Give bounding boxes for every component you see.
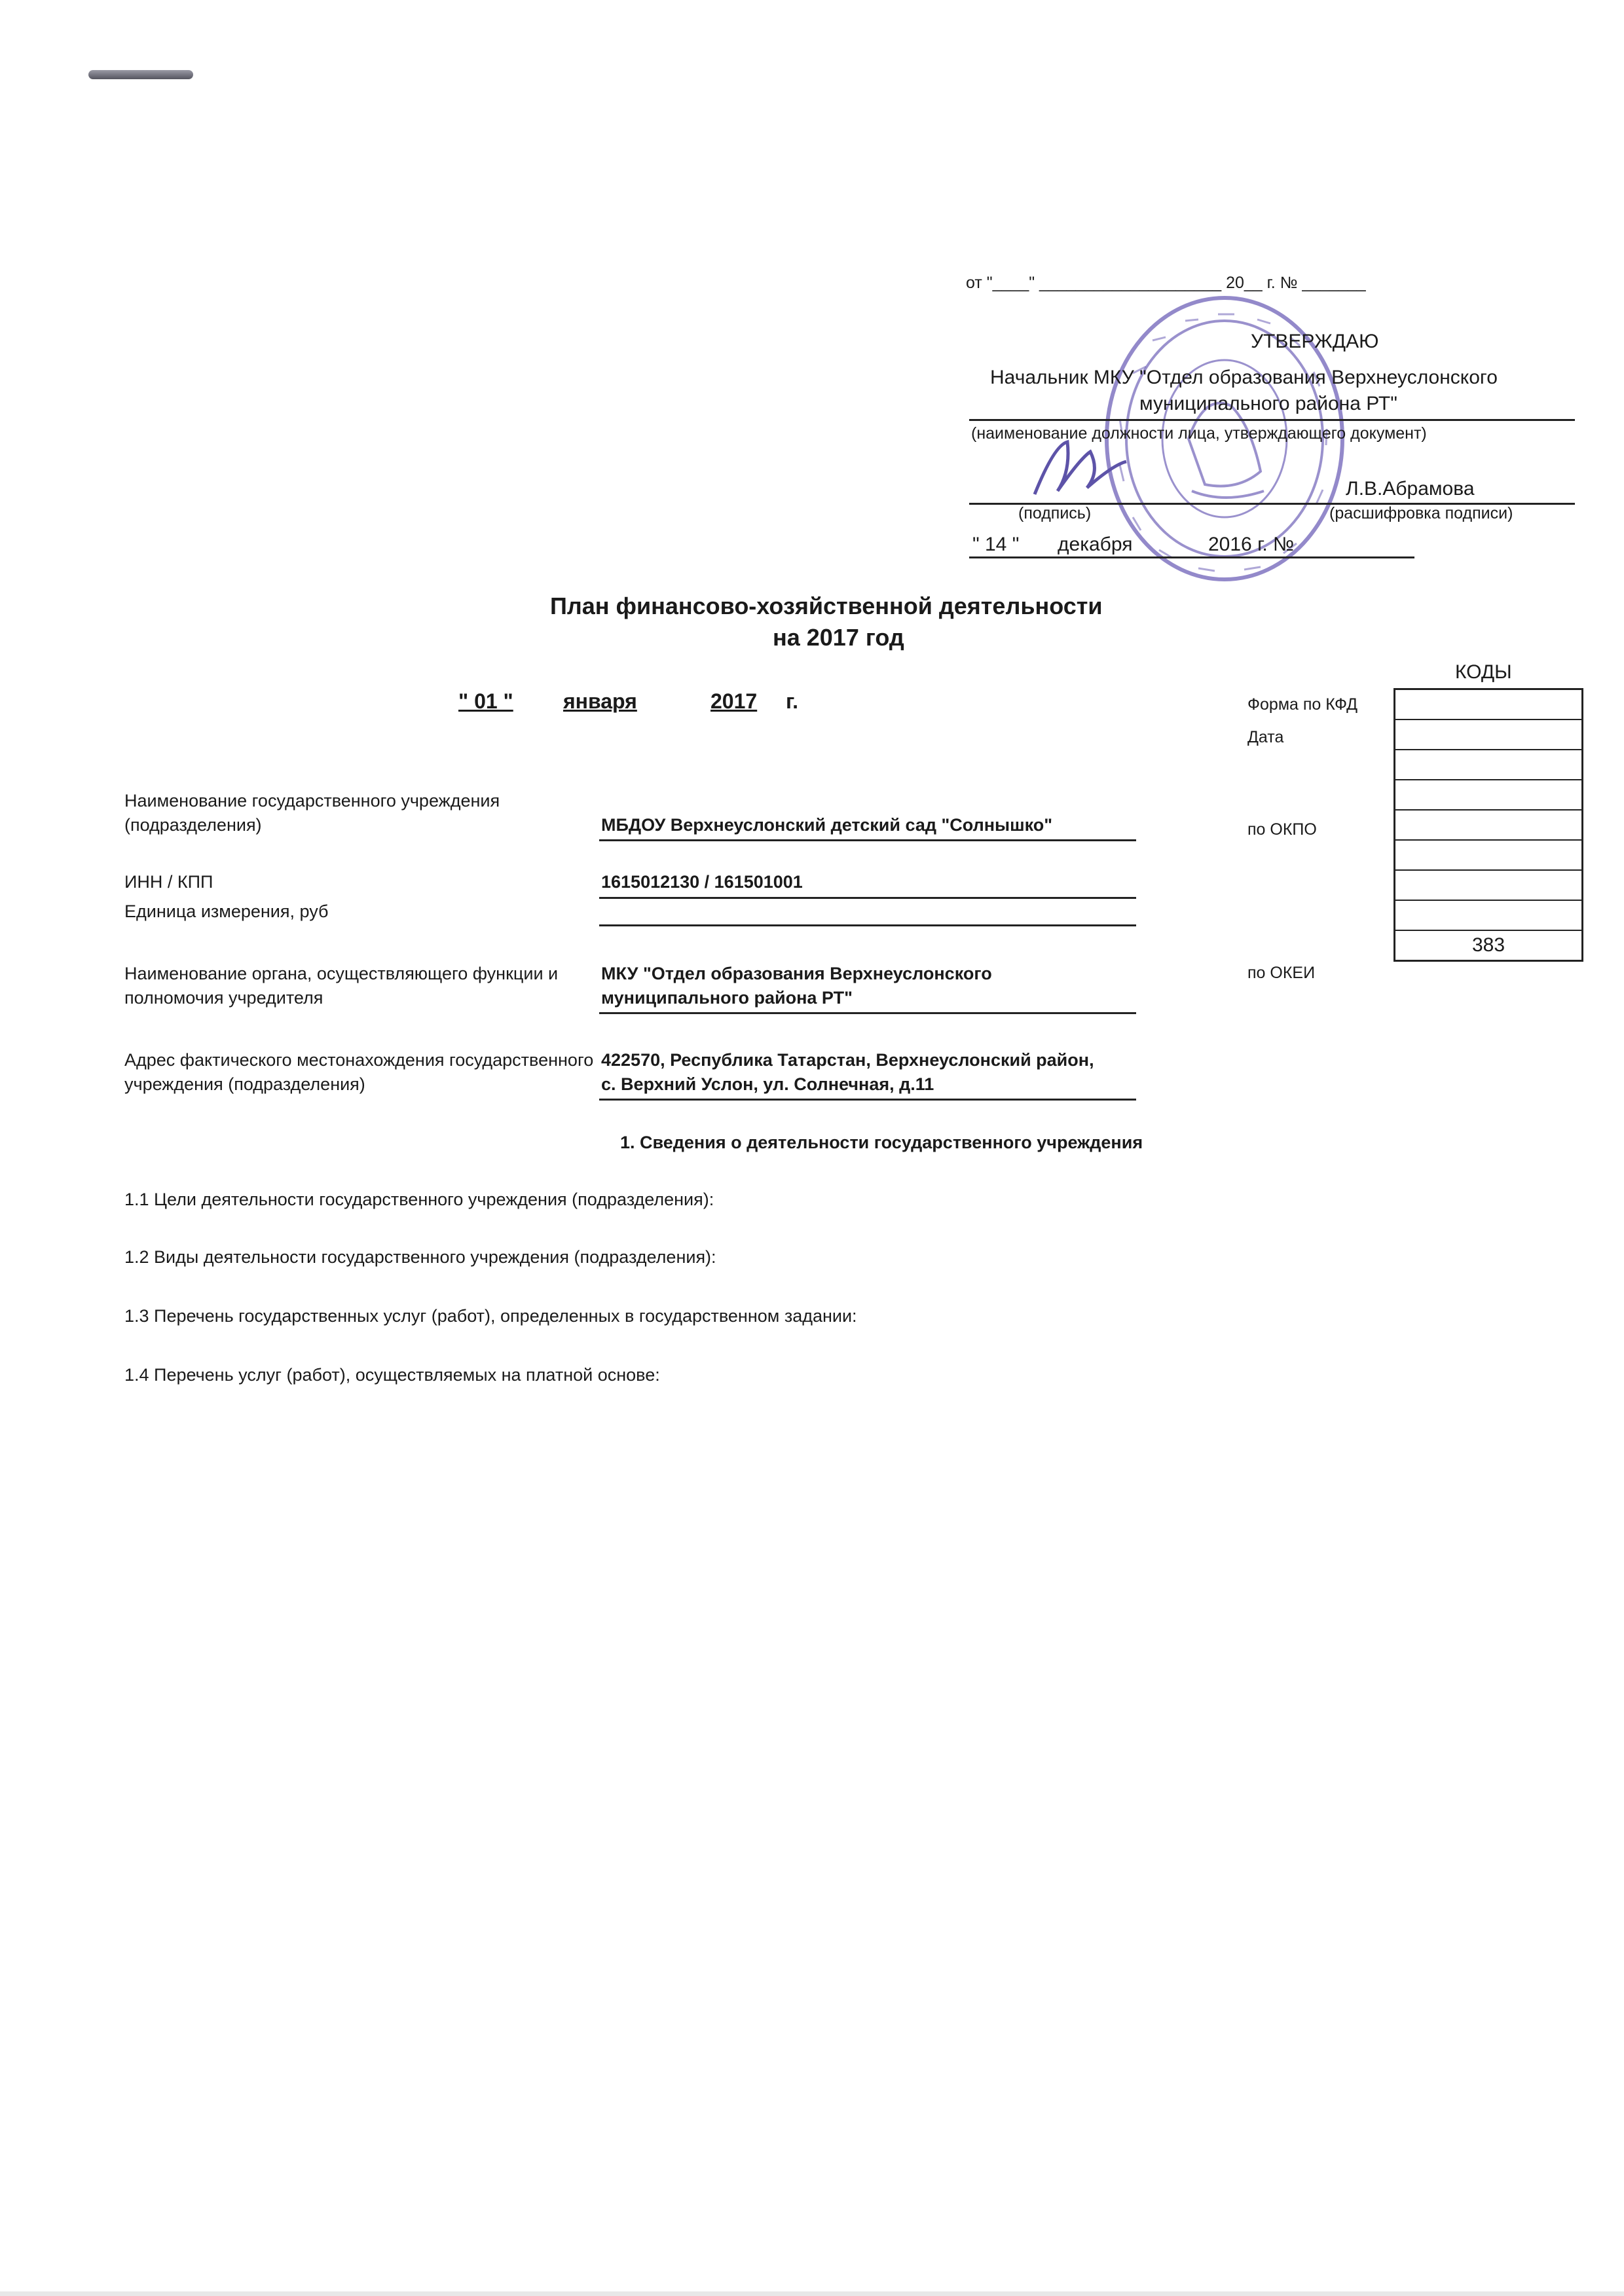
staple-mark <box>88 70 193 79</box>
decoding-caption: (расшифровка подписи) <box>1329 504 1513 522</box>
section1-heading: 1. Сведения о деятельности государственного учреждения <box>620 1133 1143 1152</box>
signer-name: Л.В.Абрамова <box>1346 478 1475 500</box>
address-value-line1: 422570, Республика Татарстан, Верхнеуслонский район, <box>601 1050 1094 1070</box>
codes-header: КОДЫ <box>1455 661 1512 683</box>
position-caption: (наименование должности лица, утверждающего документ) <box>971 424 1427 443</box>
section1-item-4: 1.4 Перечень услуг (работ), осуществляемых на платной основе: <box>124 1365 660 1385</box>
address-label-line2: учреждения (подразделения) <box>124 1074 365 1094</box>
code-blank-4 <box>1395 870 1583 900</box>
code-blank-2 <box>1395 780 1583 810</box>
document-subtitle: на 2017 год <box>773 624 904 651</box>
unit-label: Единица измерения, руб <box>124 902 329 921</box>
institution-underline <box>599 839 1136 841</box>
position-underline <box>969 419 1575 421</box>
inn-label: ИНН / КПП <box>124 872 213 892</box>
code-blank-1 <box>1395 750 1583 780</box>
organ-label-line1: Наименование органа, осуществляющего функции и <box>124 964 559 983</box>
approval-date-day: " 14 " <box>972 534 1020 555</box>
plan-date-day: " 01 " <box>458 689 513 713</box>
approval-date-month: декабря <box>1058 534 1133 555</box>
organ-underline <box>599 1012 1136 1014</box>
okpo-label: по ОКПО <box>1247 820 1317 839</box>
organ-label-line2: полномочия учредителя <box>124 988 323 1008</box>
form-kfd-label: Форма по КФД <box>1247 695 1358 714</box>
code-blank-3 <box>1395 840 1583 870</box>
signature-caption: (подпись) <box>1018 504 1092 522</box>
inn-value: 1615012130 / 161501001 <box>601 872 803 892</box>
okei-label: по ОКЕИ <box>1247 964 1316 982</box>
institution-label-line2: (подразделения) <box>124 815 262 835</box>
address-value-line2: с. Верхний Услон, ул. Солнечная, д.11 <box>601 1074 934 1094</box>
institution-label-line1: Наименование государственного учреждения <box>124 791 500 811</box>
unit-underline <box>599 924 1136 926</box>
organ-value-line1: МКУ "Отдел образования Верхнеуслонского <box>601 964 992 983</box>
code-date <box>1395 720 1583 750</box>
code-okei: 383 <box>1395 930 1583 961</box>
approval-date-year: 2016 г. № <box>1208 534 1295 555</box>
address-label-line1: Адрес фактического местонахождения государственного <box>124 1050 594 1070</box>
plan-date-suffix: г. <box>786 689 799 713</box>
scan-edge <box>0 2291 1624 2296</box>
plan-date-year: 2017 <box>710 689 758 713</box>
code-form <box>1395 689 1583 720</box>
address-underline <box>599 1099 1136 1101</box>
approve-label: УТВЕРЖДАЮ <box>1251 331 1379 352</box>
section1-item-3: 1.3 Перечень государственных услуг (работ), определенных в государственном задании: <box>124 1306 857 1326</box>
date-label: Дата <box>1247 728 1284 746</box>
approval-date-underline <box>969 556 1414 558</box>
approver-position-line1: Начальник МКУ "Отдел образования Верхнеуслонского <box>990 367 1498 388</box>
institution-value: МБДОУ Верхнеуслонский детский сад "Солнышко" <box>601 815 1053 835</box>
order-line: от "____" ____________________ 20__ г. № _______ <box>966 274 1366 292</box>
inn-underline <box>599 897 1136 899</box>
section1-item-2: 1.2 Виды деятельности государственного учреждения (подразделения): <box>124 1247 716 1267</box>
codes-table <box>1393 688 1583 962</box>
section1-item-1: 1.1 Цели деятельности государственного учреждения (подразделения): <box>124 1190 714 1209</box>
document-title: План финансово-хозяйственной деятельности <box>550 592 1103 619</box>
organ-value-line2: муниципального района РТ" <box>601 988 853 1008</box>
code-okpo <box>1395 810 1583 840</box>
approver-position-line2: муниципального района РТ" <box>1139 393 1397 414</box>
code-blank-5 <box>1395 900 1583 930</box>
plan-date-month: января <box>563 689 637 713</box>
